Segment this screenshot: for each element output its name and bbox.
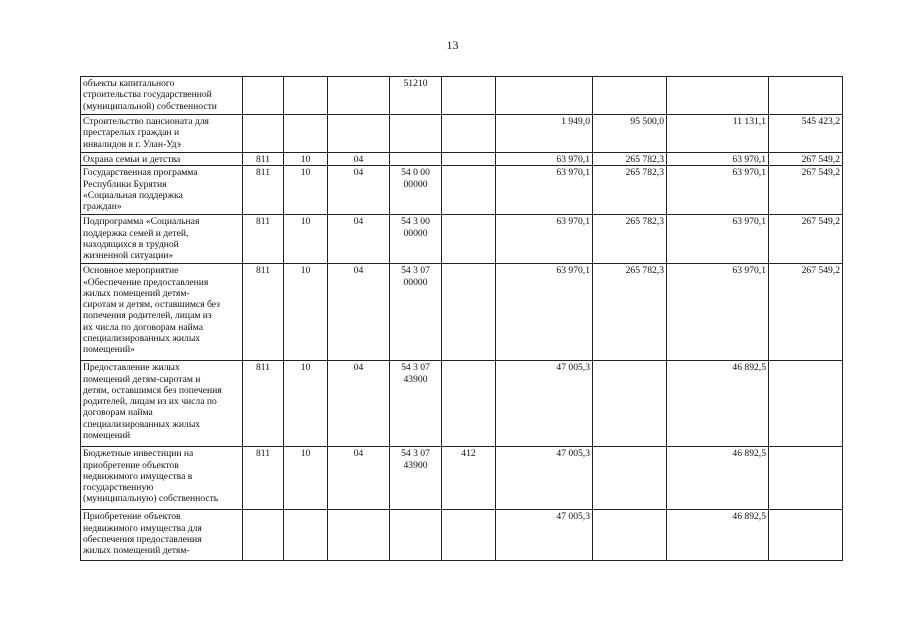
row-name-cell: Строительство пансионата для престарелых граждан и инвалидов в г. Улан-Удэ bbox=[81, 115, 243, 153]
target-article-cell bbox=[390, 115, 442, 153]
amount-cell-2 bbox=[593, 447, 667, 510]
subsection-cell: 04 bbox=[328, 166, 390, 215]
expense-type-cell bbox=[442, 215, 496, 264]
gov-code-cell: 811 bbox=[243, 153, 284, 166]
amount-cell-1 bbox=[496, 77, 593, 115]
expense-type-cell bbox=[442, 77, 496, 115]
amount-cell-3: 46 892,5 bbox=[667, 447, 769, 510]
section-cell bbox=[284, 77, 328, 115]
budget-table bbox=[80, 76, 843, 561]
target-article-cell: 51210 bbox=[390, 77, 442, 115]
expense-type-cell bbox=[442, 510, 496, 561]
target-article-cell bbox=[390, 153, 442, 166]
amount-cell-4 bbox=[769, 77, 843, 115]
target-article-cell: 54 0 00 00000 bbox=[390, 166, 442, 215]
table-row bbox=[81, 153, 843, 166]
amount-cell-4 bbox=[769, 361, 843, 447]
amount-cell-3: 63 970,1 bbox=[667, 215, 769, 264]
page-number: 13 bbox=[446, 38, 459, 52]
row-name-cell: Подпрограмма «Социальная поддержка семей и детей, находящихся в трудной жизненной ситуации» bbox=[81, 215, 243, 264]
amount-cell-2 bbox=[593, 77, 667, 115]
amount-cell-1: 1 949,0 bbox=[496, 115, 593, 153]
amount-cell-3: 46 892,5 bbox=[667, 361, 769, 447]
amount-cell-3: 46 892,5 bbox=[667, 510, 769, 561]
amount-cell-2: 265 782,3 bbox=[593, 215, 667, 264]
amount-cell-4 bbox=[769, 447, 843, 510]
amount-cell-3: 63 970,1 bbox=[667, 264, 769, 361]
table-row bbox=[81, 166, 843, 215]
amount-cell-2 bbox=[593, 510, 667, 561]
amount-cell-2: 265 782,3 bbox=[593, 264, 667, 361]
gov-code-cell: 811 bbox=[243, 264, 284, 361]
expense-type-cell bbox=[442, 264, 496, 361]
amount-cell-1: 63 970,1 bbox=[496, 215, 593, 264]
amount-cell-2 bbox=[593, 361, 667, 447]
target-article-cell bbox=[390, 510, 442, 561]
amount-cell-1: 63 970,1 bbox=[496, 153, 593, 166]
target-article-cell: 54 3 00 00000 bbox=[390, 215, 442, 264]
subsection-cell: 04 bbox=[328, 447, 390, 510]
table-row bbox=[81, 447, 843, 510]
section-cell: 10 bbox=[284, 264, 328, 361]
subsection-cell: 04 bbox=[328, 215, 390, 264]
amount-cell-1: 63 970,1 bbox=[496, 264, 593, 361]
row-name-cell: Основное мероприятие «Обеспечение предоставления жилых помещений детям- сиротам и детям, оставшимся без попечения родителей, лицам из их числа по договорам найма специализированных жилых помещений» bbox=[81, 264, 243, 361]
row-name-cell: Государственная программа Республики Бурятия «Социальная поддержка граждан» bbox=[81, 166, 243, 215]
amount-cell-4: 267 549,2 bbox=[769, 215, 843, 264]
row-name-cell: Предоставление жилых помещений детям-сиротам и детям, оставшимся без попечения родителей, лицам из их числа по договорам найма специализированных жилых помещений bbox=[81, 361, 243, 447]
subsection-cell bbox=[328, 510, 390, 561]
subsection-cell: 04 bbox=[328, 264, 390, 361]
expense-type-cell bbox=[442, 153, 496, 166]
row-name-cell: Бюджетные инвестиции на приобретение объектов недвижимого имущества в государственную (муниципальную) собственность bbox=[81, 447, 243, 510]
amount-cell-4: 267 549,2 bbox=[769, 166, 843, 215]
table-row bbox=[81, 264, 843, 361]
gov-code-cell: 811 bbox=[243, 215, 284, 264]
subsection-cell: 04 bbox=[328, 361, 390, 447]
table-row bbox=[81, 361, 843, 447]
section-cell bbox=[284, 115, 328, 153]
table-row bbox=[81, 77, 843, 115]
section-cell: 10 bbox=[284, 361, 328, 447]
amount-cell-1: 47 005,3 bbox=[496, 361, 593, 447]
gov-code-cell: 811 bbox=[243, 361, 284, 447]
subsection-cell: 04 bbox=[328, 153, 390, 166]
section-cell: 10 bbox=[284, 215, 328, 264]
target-article-cell: 54 3 07 43900 bbox=[390, 361, 442, 447]
gov-code-cell bbox=[243, 510, 284, 561]
gov-code-cell: 811 bbox=[243, 447, 284, 510]
target-article-cell: 54 3 07 43900 bbox=[390, 447, 442, 510]
section-cell: 10 bbox=[284, 447, 328, 510]
amount-cell-3: 63 970,1 bbox=[667, 166, 769, 215]
amount-cell-3: 11 131,1 bbox=[667, 115, 769, 153]
row-name-cell: объекты капитального строительства государственной (муниципальной) собственности bbox=[81, 77, 243, 115]
row-name-cell: Охрана семьи и детства bbox=[81, 153, 243, 166]
section-cell: 10 bbox=[284, 166, 328, 215]
amount-cell-4 bbox=[769, 510, 843, 561]
gov-code-cell: 811 bbox=[243, 166, 284, 215]
gov-code-cell bbox=[243, 77, 284, 115]
amount-cell-1: 47 005,3 bbox=[496, 510, 593, 561]
section-cell: 10 bbox=[284, 153, 328, 166]
row-name-cell: Приобретение объектов недвижимого имущества для обеспечения предоставления жилых помещений детям- bbox=[81, 510, 243, 561]
table-row bbox=[81, 215, 843, 264]
amount-cell-4: 267 549,2 bbox=[769, 153, 843, 166]
expense-type-cell bbox=[442, 361, 496, 447]
amount-cell-3: 63 970,1 bbox=[667, 153, 769, 166]
amount-cell-2: 265 782,3 bbox=[593, 153, 667, 166]
expense-type-cell bbox=[442, 166, 496, 215]
expense-type-cell: 412 bbox=[442, 447, 496, 510]
subsection-cell bbox=[328, 115, 390, 153]
section-cell bbox=[284, 510, 328, 561]
amount-cell-3 bbox=[667, 77, 769, 115]
gov-code-cell bbox=[243, 115, 284, 153]
expense-type-cell bbox=[442, 115, 496, 153]
subsection-cell bbox=[328, 77, 390, 115]
amount-cell-2: 95 500,0 bbox=[593, 115, 667, 153]
amount-cell-4: 545 423,2 bbox=[769, 115, 843, 153]
amount-cell-1: 47 005,3 bbox=[496, 447, 593, 510]
amount-cell-2: 265 782,3 bbox=[593, 166, 667, 215]
table-row bbox=[81, 115, 843, 153]
amount-cell-4: 267 549,2 bbox=[769, 264, 843, 361]
table-row bbox=[81, 510, 843, 561]
amount-cell-1: 63 970,1 bbox=[496, 166, 593, 215]
target-article-cell: 54 3 07 00000 bbox=[390, 264, 442, 361]
